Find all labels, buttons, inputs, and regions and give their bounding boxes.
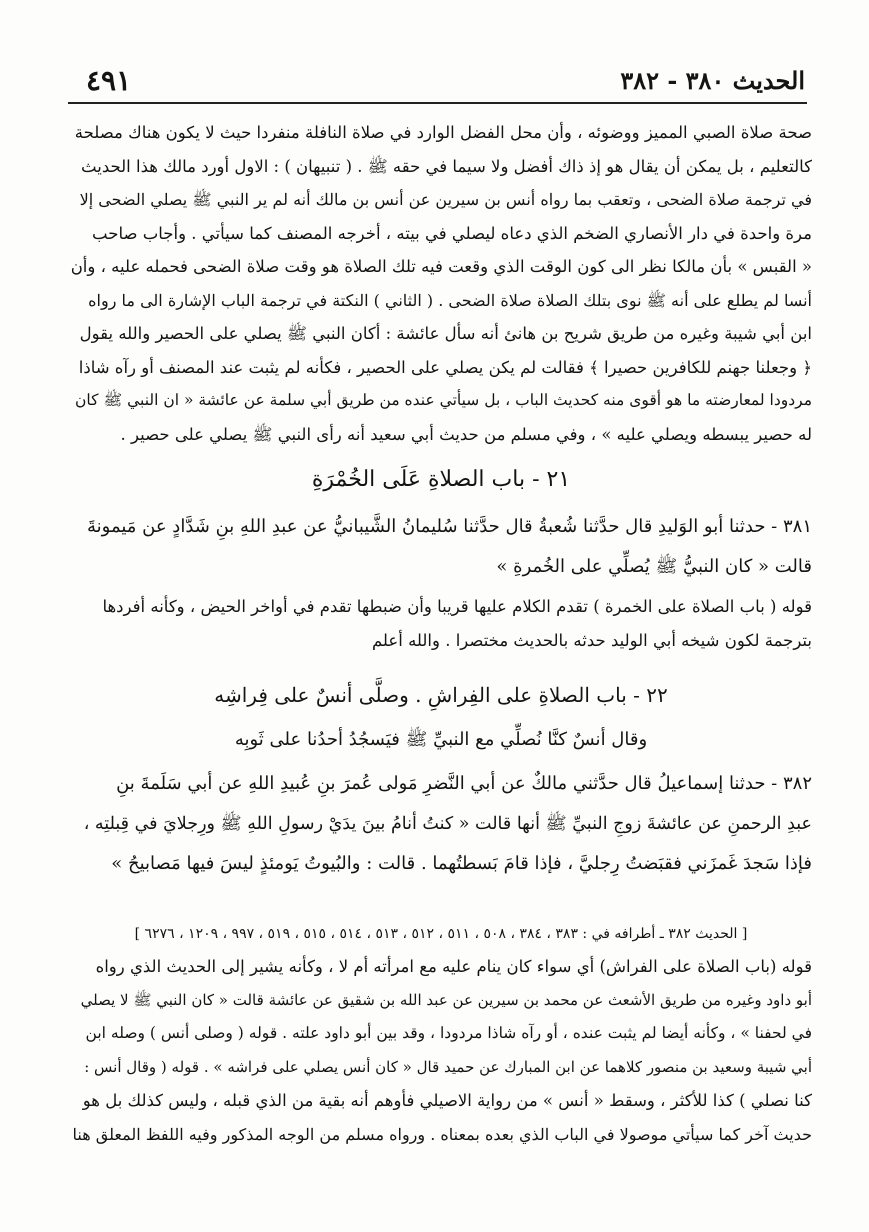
chapter-heading: ٢٢ - باب الصلاةِ على الفِراشِ . وصلَّى أنسٌ على فِراشِه [214, 683, 668, 707]
text-line: قوله (باب الصلاة على الفراش) أي سواء كان ينام عليه مع امرأته أم لا ، وكأنه يشير إلى الحديث الذي رواه [95, 957, 812, 976]
chapter-heading: ٢١ - باب الصلاةِ عَلَى الخُمْرَةِ [311, 467, 571, 492]
text-line: مردودا لمعارضته ما هو أقوى منه كحديث الباب ، بل سيأتي عنده من طريق أبي سلمة عن عائشة « ان النبي ﷺ كان [75, 391, 812, 409]
hadith-text [70, 507, 812, 587]
commentary-block [70, 590, 812, 657]
hadith-text [70, 764, 812, 884]
text-line: في لحفنا » ، وكأنه أيضا لم يثبت عنده ، أو رآه شاذا مردودا ، وقد بين أبو داود علته . قوله ( وصلى أنس ) وصله ابن [85, 1024, 812, 1042]
text-line: فإذا سَجدَ غَمزَني فقبَضتُ رِجليَّ ، فإذا قامَ بَسطتُهما . قالت : والبُيوتُ يَومئذٍ ليسَ فيها مَصابيحُ » [111, 853, 812, 874]
commentary-block [70, 116, 812, 451]
text-line: قالت « كان النبيُّ ﷺ يُصلِّي على الخُمرةِ » [496, 556, 812, 577]
mualaq-narration [70, 720, 812, 760]
text-line: ٣٨٢ - حدثنا إسماعيلُ قال حدَّثني مالكٌ عن أبي النَّضرِ مَولى عُمرَ بنِ عُبيدِ اللهِ عن أبي سَلَمةَ بنِ [116, 773, 812, 794]
text-line: مرة واحدة في دار الأنصاري الضخم الذي دعاه ليصلي في بيته ، أخرجه المصنف كما سيأتي . وأجاب صاحب [92, 223, 812, 243]
text-line: أبو داود وغيره من طريق الأشعث عن محمد بن سيرين عن عبد الله بن شقيق عن عائشة قالت « كان النبي ﷺ لا يصلي [80, 990, 812, 1009]
text-line: قوله ( باب الصلاة على الخمرة ) تقدم الكلام عليها قريبا وأن ضبطها تقدم في أواخر الحيض ، وكأنه أفردها [102, 597, 812, 616]
text-line: ابن أبي شيبة وغيره من طريق شريح بن هانئ أنه سأل عائشة : أكان النبي ﷺ يصلي على الحصير والله يقول [79, 324, 812, 343]
text-line: كنا نصلي ) كذا للأكثر ، وسقط « أنس » من رواية الاصيلي فأوهم أنه بقية من الذي قبله ، وليس كذلك بل هو [82, 1091, 812, 1110]
commentary-block [70, 950, 812, 1151]
text-line: له حصير يبسطه ويصلي عليه » ، وفي مسلم من حديث أبي سعيد أنه رأى النبي ﷺ يصلي على حصير . [120, 424, 812, 444]
text-line: ٣٨١ - حدثنا أبو الوَليدِ قال حدَّثنا شُعبةُ قال حدَّثنا سُليمانُ الشَّيبانيُّ عن عبدِ اللهِ بنِ شَدَّادٍ عن مَيمونةَ [86, 516, 812, 537]
text-line: « القبس » بأن مالكا نظر الى كون الوقت الذي وقعت فيه تلك الصلاة هو وقت صلاة الضحى فحمله عليه ، وأن [70, 257, 812, 276]
text-line: أبي شيبة وسعيد بن منصور كلاهما عن ابن المبارك عن حميد قال « كان أنس يصلي على فراشه » . قوله ( وقال أنس : [84, 1057, 812, 1076]
text-line: ﴿ وجعلنا جهنم للكافرين حصيرا ﴾ فقالت لم يكن يصلي على الحصير ، فكأنه لم يثبت عند المصنف أو رآه شاذا [78, 357, 812, 377]
text-line: وقال أنسٌ كنَّا نُصلِّي مع النبيِّ ﷺ فيَسجُدُ أحدُنا على ثَوبِه [234, 729, 648, 750]
page-header [68, 58, 807, 104]
cross-reference: [ الحديث ٣٨٢ ـ أطرافه في : ٣٨٣ ، ٣٨٤ ، ٥٠٨ ، ٥١١ ، ٥١٢ ، ٥١٣ ، ٥١٤ ، ٥١٥ ، ٥١٩ ، ٩٩٧ ، ١٢٠٩ ، ٦٢٧٦ ] [134, 926, 748, 942]
page-number: ٤٩١ [86, 64, 132, 97]
text-line: في ترجمة صلاة الضحى ، وتعقب بما رواه أنس بن سيرين عن أنس بن مالك أنه لم ير النبي ﷺ يصلي الضحى إلا [79, 190, 812, 209]
running-head: الحديث ٣٨٠ - ٣٨٢ [620, 66, 805, 95]
text-line: أنسا لم يطلع على أنه ﷺ نوى بتلك الصلاة صلاة الضحى . ( الثاني ) النكتة في ترجمة الباب الإشارة الى ما رواه [88, 290, 812, 310]
text-line: بترجمة لكون شيخه أبي الوليد حدثه بالحديث مختصرا . والله أعلم [371, 630, 812, 650]
text-line: صحة صلاة الصبي المميز ووضوئه ، وأن محل الفضل الوارد في صلاة النافلة منفردا حيث لا يكون هناك مصلحة [74, 123, 812, 142]
text-line: كالتعليم ، بل يمكن أن يقال هو إذ ذاك أفضل ولا سيما في حقه ﷺ . ( تنبيهان ) : الاول أورد مالك هذا الحديث [81, 156, 812, 176]
text-line: حديث آخر كما سيأتي موصولا في الباب الذي بعده بمعناه . ورواه مسلم من الوجه المذكور وفيه اللفظ المعلق هنا [72, 1124, 812, 1144]
text-line: عبدِ الرحمنِ عن عائشةَ زوجِ النبيِّ ﷺ أنها قالت « كنتُ أنامُ بينَ يدَيْ رسولِ اللهِ ﷺ ورِجلايَ في قِبلتِه ، [83, 814, 812, 834]
